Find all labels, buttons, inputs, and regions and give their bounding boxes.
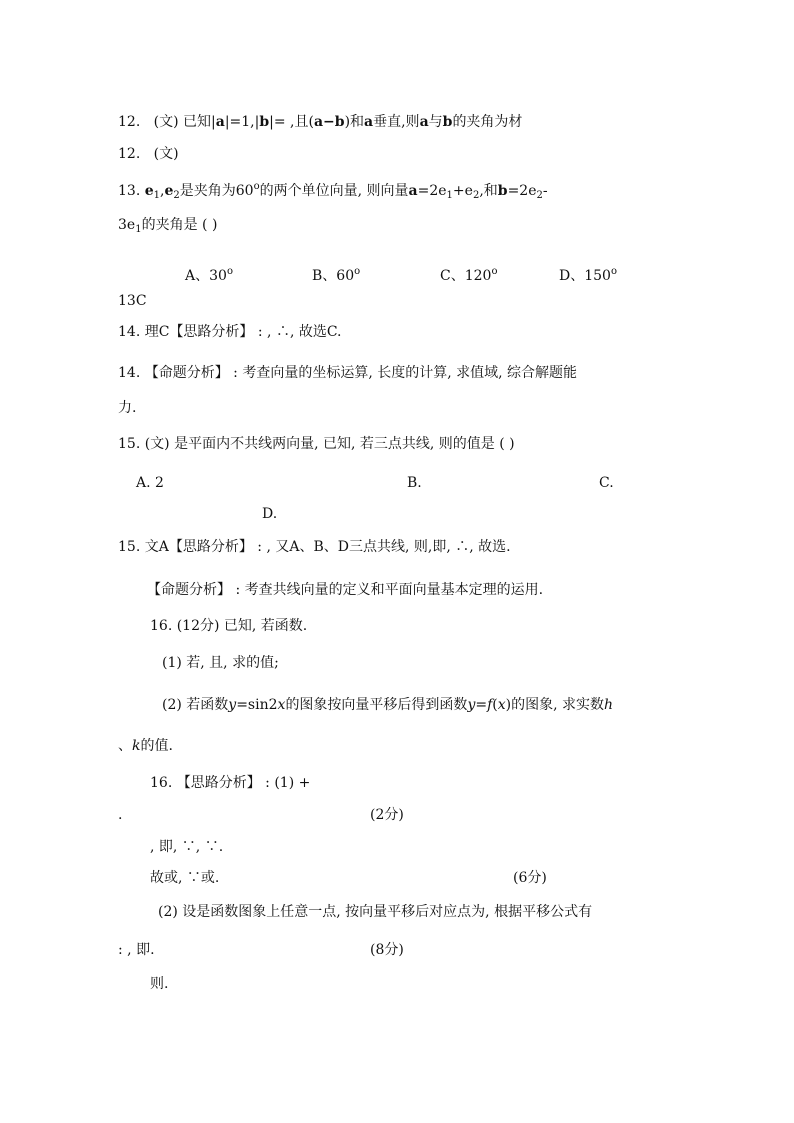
q15-option-d: D. — [262, 506, 278, 522]
q16-answer-line-7: 则. — [150, 976, 169, 992]
q16-score-6: (6分) — [513, 870, 547, 886]
q15-option-c: C. — [599, 475, 614, 491]
q13-line-2: $3e_1$的夹角是 ( ) — [118, 217, 218, 235]
q15-note: 【命题分析】 : 考查共线向量的定义和平面向量基本定理的运用. — [147, 582, 544, 598]
q15-stem: 15. (文) 是平面内不共线两向量, 已知, 若三点共线, 则的值是 ( ) — [118, 436, 515, 452]
q16-part-1: (1) 若, 且, 求的值; — [162, 655, 279, 671]
q16-answer-line-2: . — [118, 807, 123, 823]
q16-answer-line-3: , 即, ∵, ∵. — [150, 839, 224, 855]
q14-note-line-2: 力. — [118, 400, 137, 416]
q13-line: 13. $e_1,e_2$是夹角为60$^o$的两个单位向量, 则向量$a=2e_1+e_2$,和$b=2e_2-$ — [118, 181, 548, 201]
q13-option-b: B、60$^o$ — [312, 266, 361, 284]
q13-option-d: D、150$^o$ — [559, 266, 617, 284]
q12-repeat-line: 12. (文) — [118, 146, 179, 162]
q15-option-a: A. 2 — [136, 475, 164, 491]
q13-answer: 13C — [118, 293, 147, 309]
q16-answer-line-6: : , 即. — [118, 942, 155, 958]
q13-option-c: C、120$^o$ — [440, 266, 498, 284]
q14-note-line-1: 14. 【命题分析】 : 考查向量的坐标运算, 长度的计算, 求值域, 综合解题能 — [118, 365, 578, 381]
q12-line: 12. (文) 已知|a|=1,|b|= ,且(a−b)和a垂直,则a与b的夹角为材 — [118, 114, 523, 130]
q16-score-2: (2分) — [370, 807, 404, 823]
q15-option-b: B. — [407, 475, 422, 491]
q13-option-a: A、30$^o$ — [185, 266, 233, 284]
q16-answer-line-1: 16. 【思路分析】 : (1) + — [150, 775, 311, 791]
q16-part-2-cont: 、k的值. — [118, 738, 173, 754]
q16-score-8: (8分) — [370, 942, 404, 958]
q16-answer-line-4: 故或, ∵或. — [150, 870, 220, 886]
q16-stem: 16. (12分) 已知, 若函数. — [150, 618, 308, 634]
q15-analysis: 15. 文A【思路分析】 : , 又A、B、D三点共线, 则,即, ∴, 故选. — [118, 539, 511, 555]
q14-analysis: 14. 理C【思路分析】 : , ∴, 故选C. — [118, 324, 342, 340]
q16-answer-line-5: (2) 设是函数图象上任意一点, 按向量平移后对应点为, 根据平移公式有 — [158, 904, 593, 920]
q16-part-2: (2) 若函数y=sin2x的图象按向量平移后得到函数y=f(x)的图象, 求实数h — [162, 697, 614, 713]
